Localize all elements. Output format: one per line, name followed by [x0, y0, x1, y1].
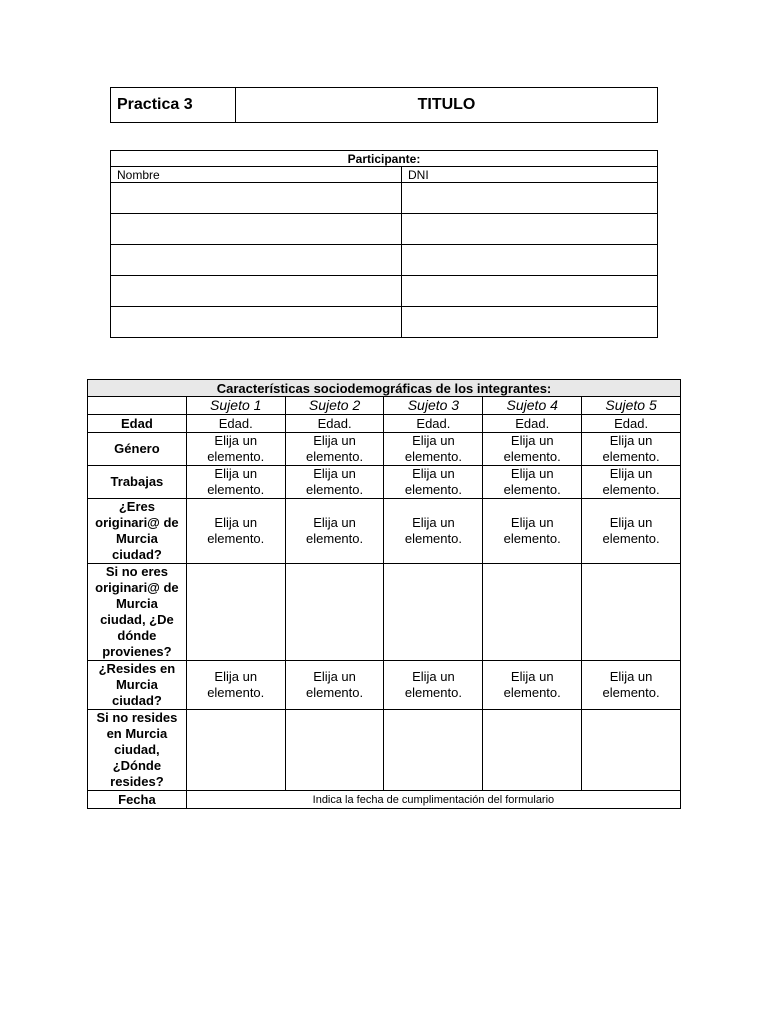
procedencia-field[interactable]: [384, 564, 483, 661]
practice-label: Practica 3: [111, 88, 236, 123]
row-label-lugar-residencia: Si no resides en Murcia ciudad, ¿Dónde resides?: [88, 710, 187, 791]
genero-dropdown[interactable]: Elija un elemento.: [186, 433, 285, 466]
residencia-dropdown[interactable]: Elija un elemento.: [186, 661, 285, 710]
participant-row: [111, 214, 658, 245]
header-table: [110, 87, 658, 123]
empty-corner-cell: [88, 397, 187, 415]
genero-dropdown[interactable]: Elija un elemento.: [582, 433, 681, 466]
originario-dropdown[interactable]: Elija un elemento.: [285, 499, 384, 564]
edad-field[interactable]: Edad.: [384, 415, 483, 433]
trabajas-dropdown[interactable]: Elija un elemento.: [186, 466, 285, 499]
originario-dropdown[interactable]: Elija un elemento.: [483, 499, 582, 564]
table-row: [88, 415, 681, 433]
lugar-residencia-field[interactable]: [384, 710, 483, 791]
lugar-residencia-field[interactable]: [582, 710, 681, 791]
subject-header: Sujeto 3: [384, 397, 483, 415]
procedencia-field[interactable]: [186, 564, 285, 661]
residencia-dropdown[interactable]: Elija un elemento.: [483, 661, 582, 710]
participant-row: [111, 245, 658, 276]
subject-header: Sujeto 2: [285, 397, 384, 415]
participants-title: Participante:: [111, 151, 658, 167]
row-label-procedencia: Si no eres originari@ de Murcia ciudad, ¿De dónde provienes?: [88, 564, 187, 661]
residencia-dropdown[interactable]: Elija un elemento.: [285, 661, 384, 710]
edad-field[interactable]: Edad.: [285, 415, 384, 433]
edad-field[interactable]: Edad.: [582, 415, 681, 433]
trabajas-dropdown[interactable]: Elija un elemento.: [582, 466, 681, 499]
column-header-dni: DNI: [402, 167, 658, 183]
genero-dropdown[interactable]: Elija un elemento.: [483, 433, 582, 466]
fecha-date-picker[interactable]: Indica la fecha de cumplimentación del formulario: [186, 791, 680, 809]
residencia-dropdown[interactable]: Elija un elemento.: [582, 661, 681, 710]
table-row: [88, 791, 681, 809]
table-row: [88, 661, 681, 710]
table-row: [88, 466, 681, 499]
table-row: [88, 710, 681, 791]
row-label-residencia: ¿Resides en Murcia ciudad?: [88, 661, 187, 710]
subject-header: Sujeto 4: [483, 397, 582, 415]
participant-dni-cell[interactable]: [402, 307, 658, 338]
participant-row: [111, 307, 658, 338]
trabajas-dropdown[interactable]: Elija un elemento.: [384, 466, 483, 499]
participant-dni-cell[interactable]: [402, 276, 658, 307]
row-label-fecha: Fecha: [88, 791, 187, 809]
participant-row: [111, 183, 658, 214]
row-label-edad: Edad: [88, 415, 187, 433]
participant-row: [111, 276, 658, 307]
trabajas-dropdown[interactable]: Elija un elemento.: [285, 466, 384, 499]
edad-field[interactable]: Edad.: [186, 415, 285, 433]
table-row: [88, 564, 681, 661]
lugar-residencia-field[interactable]: [483, 710, 582, 791]
table-row: [88, 433, 681, 466]
sociodemographic-table: [87, 379, 681, 809]
lugar-residencia-field[interactable]: [186, 710, 285, 791]
participant-name-cell[interactable]: [111, 276, 402, 307]
genero-dropdown[interactable]: Elija un elemento.: [285, 433, 384, 466]
row-label-trabajas: Trabajas: [88, 466, 187, 499]
trabajas-dropdown[interactable]: Elija un elemento.: [483, 466, 582, 499]
participant-dni-cell[interactable]: [402, 245, 658, 276]
participant-name-cell[interactable]: [111, 307, 402, 338]
participant-name-cell[interactable]: [111, 183, 402, 214]
subject-header: Sujeto 5: [582, 397, 681, 415]
participant-dni-cell[interactable]: [402, 183, 658, 214]
edad-field[interactable]: Edad.: [483, 415, 582, 433]
participants-table: [110, 150, 658, 338]
originario-dropdown[interactable]: Elija un elemento.: [582, 499, 681, 564]
table-row: [88, 499, 681, 564]
procedencia-field[interactable]: [285, 564, 384, 661]
row-label-genero: Género: [88, 433, 187, 466]
participant-name-cell[interactable]: [111, 214, 402, 245]
originario-dropdown[interactable]: Elija un elemento.: [384, 499, 483, 564]
procedencia-field[interactable]: [582, 564, 681, 661]
document-title: TITULO: [236, 88, 658, 123]
residencia-dropdown[interactable]: Elija un elemento.: [384, 661, 483, 710]
genero-dropdown[interactable]: Elija un elemento.: [384, 433, 483, 466]
lugar-residencia-field[interactable]: [285, 710, 384, 791]
sociodemographic-title: Características sociodemográficas de los integrantes:: [88, 380, 681, 397]
row-label-originario: ¿Eres originari@ de Murcia ciudad?: [88, 499, 187, 564]
originario-dropdown[interactable]: Elija un elemento.: [186, 499, 285, 564]
subject-header: Sujeto 1: [186, 397, 285, 415]
column-header-nombre: Nombre: [111, 167, 402, 183]
procedencia-field[interactable]: [483, 564, 582, 661]
participant-name-cell[interactable]: [111, 245, 402, 276]
participant-dni-cell[interactable]: [402, 214, 658, 245]
